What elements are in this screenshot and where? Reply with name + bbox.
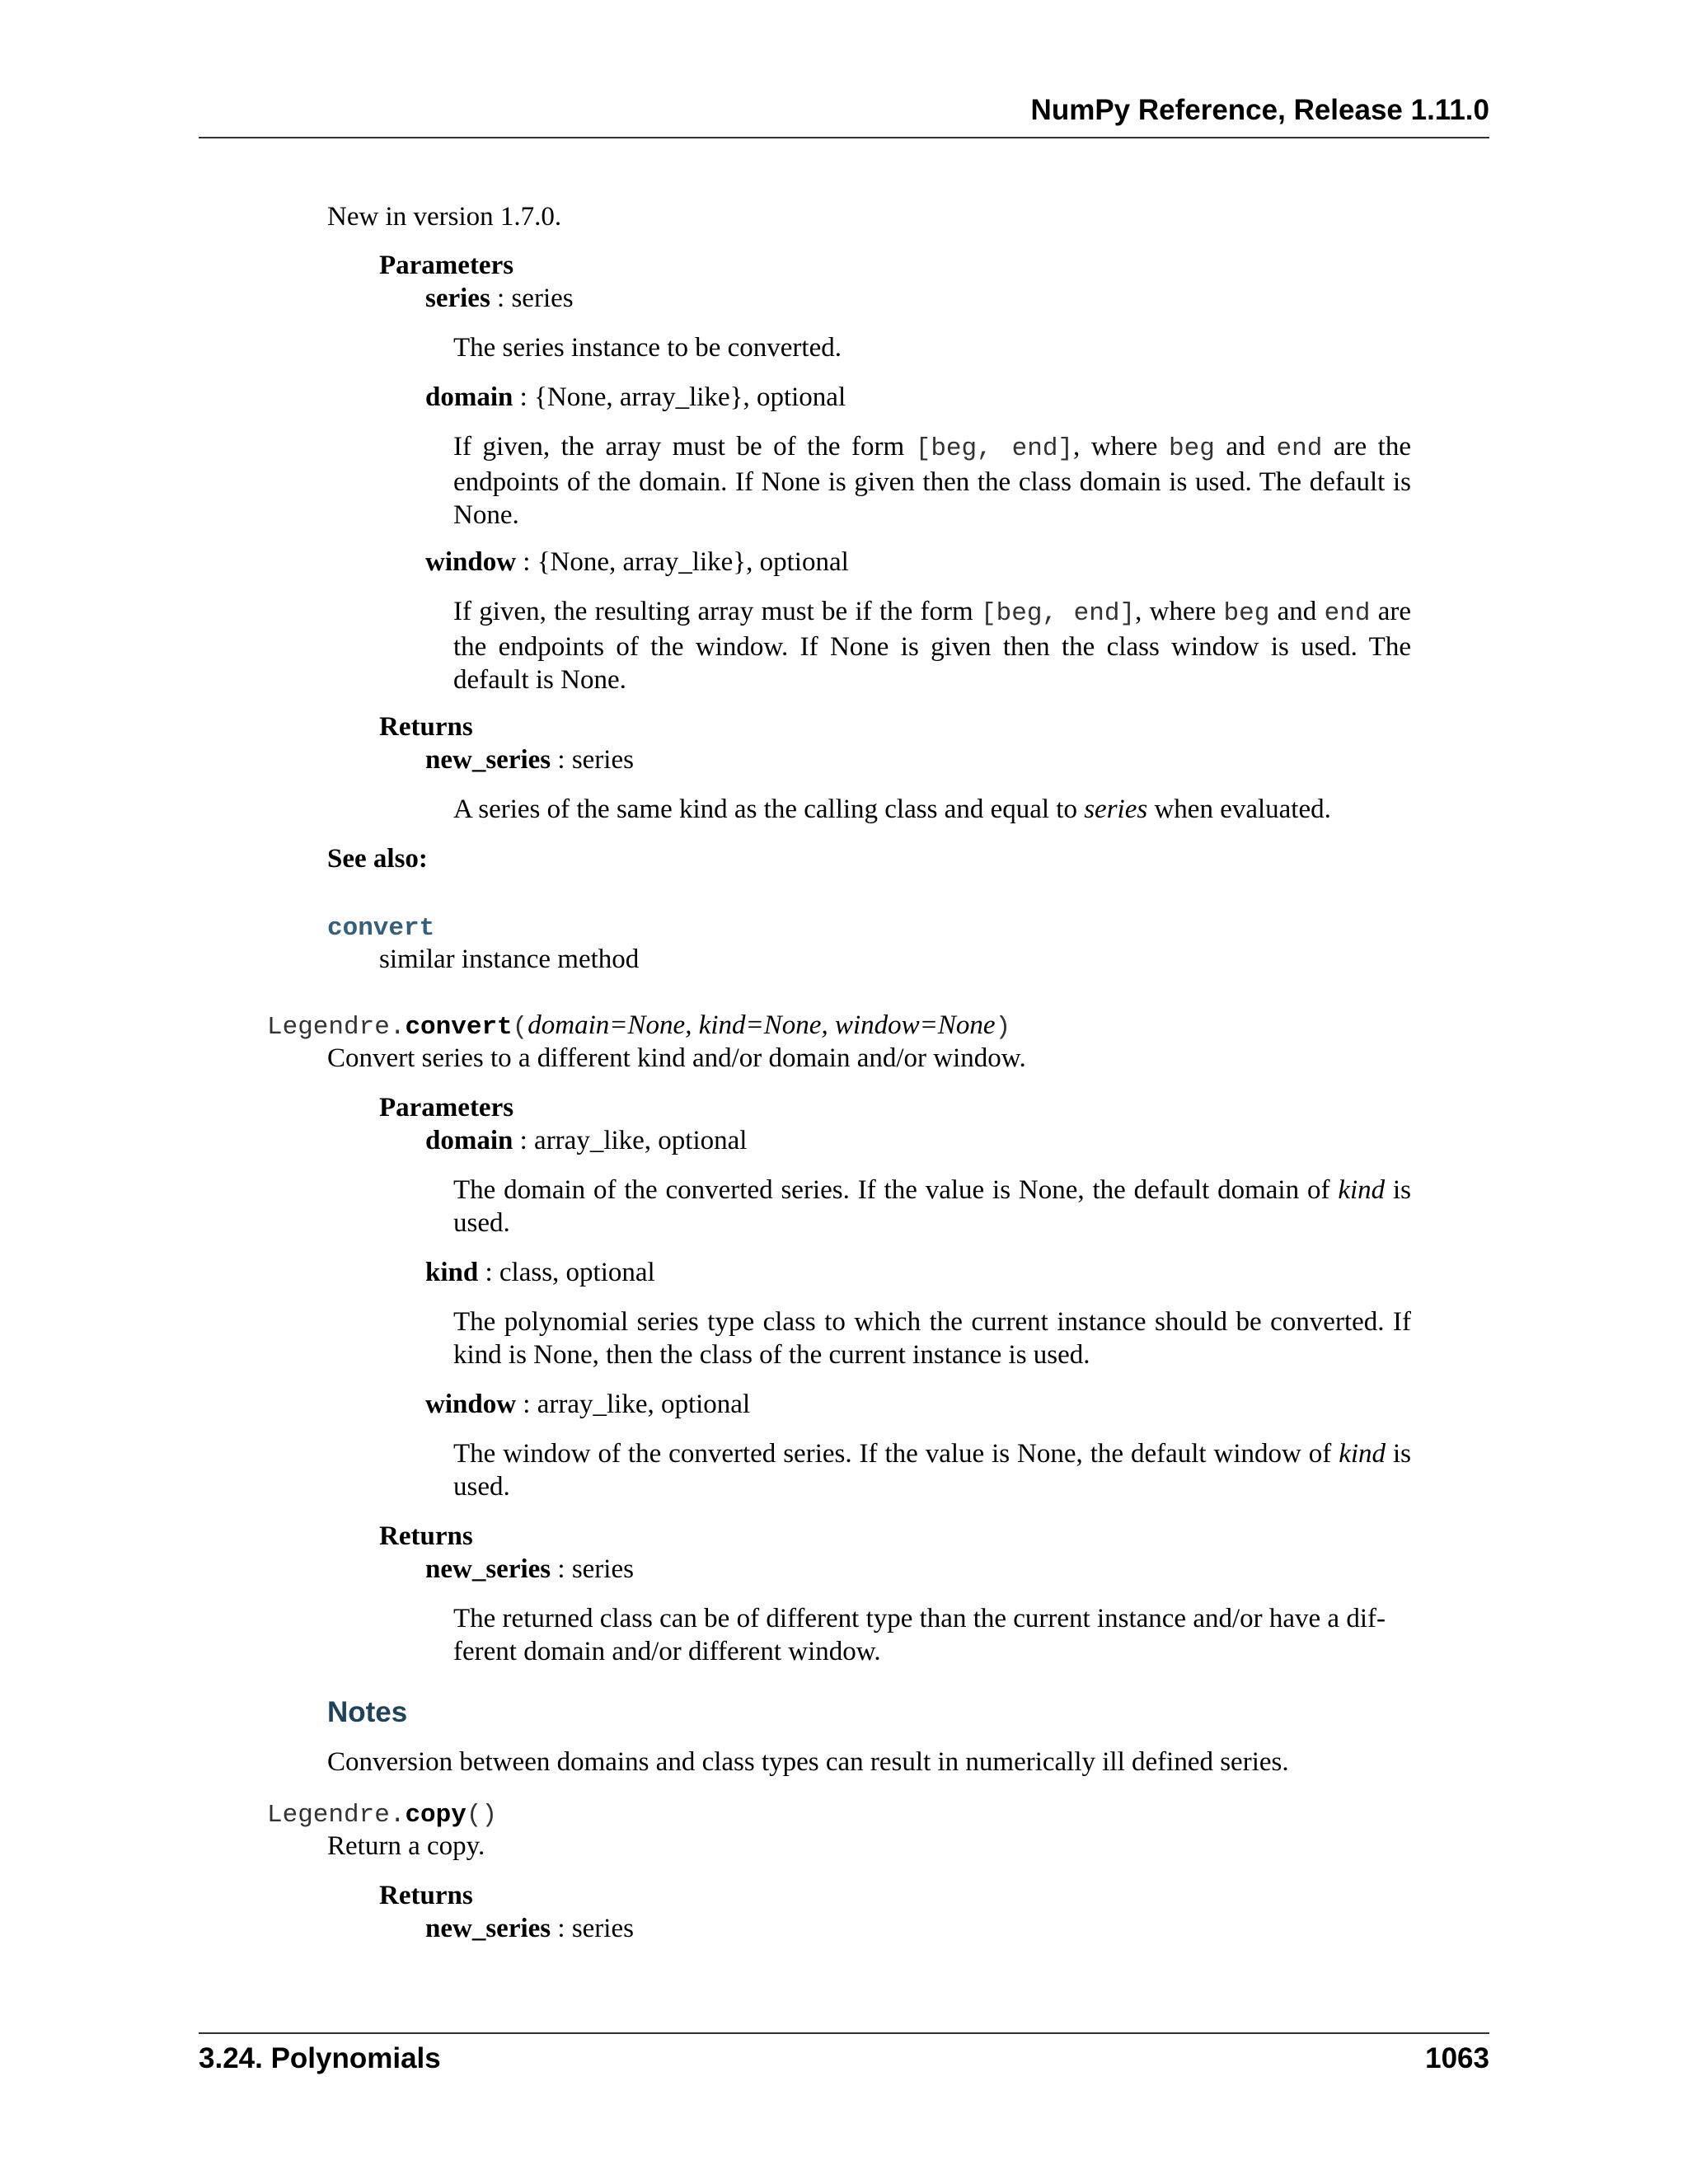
convert-param-domain: domain : array_like, optional [425,1126,748,1155]
convert-param-kind: kind : class, optional [425,1258,655,1287]
see-also-desc: similar instance method [379,944,640,974]
return-desc: A series of the same kind as the calling class and equal to series when evaluated. [453,794,1331,824]
convert-param-kind-desc: The polynomial series type class to which the current instance should be converted. If kind is None, then the class of the current instance is used. [453,1307,1411,1370]
convert-returns-label: Returns [379,1521,473,1551]
notes-text: Conversion between domains and class types can result in numerically ill defined series. [327,1747,1289,1777]
copy-return-new-series: new_series : series [425,1914,634,1943]
param-window: window : {None, array_like}, optional [425,547,849,577]
see-also-link-convert[interactable]: convert [327,914,435,943]
param-series-desc: The series instance to be converted. [453,333,842,363]
convert-return-desc-line2: ferent domain and/or different window. [453,1637,881,1666]
footer-section: 3.24. Polynomials [199,2042,441,2074]
copy-summary: Return a copy. [327,1831,485,1861]
parameters-label: Parameters [379,251,514,280]
page-footer [199,2032,1489,2077]
convert-param-window: window : array_like, optional [425,1390,751,1419]
convert-signature: Legendre.convert(domain=None, kind=None, window=None) [267,1010,1011,1042]
param-window-desc: If given, the resulting array must be if the form [beg, end], where beg and end are the endpoints of the window. If None is given then the class window is used. The default is None. [453,597,1411,695]
copy-signature: Legendre.copy() [267,1801,498,1830]
notes-heading: Notes [327,1696,408,1728]
return-new-series: new_series : series [425,745,634,775]
param-domain-desc: If given, the array must be of the form [beg, end], where beg and end are the endpoints of the domain. If None is given then the class domain is used. The default is None. [453,432,1411,530]
param-domain: domain : {None, array_like}, optional [425,382,846,412]
see-also-label: See also: [327,844,428,874]
convert-return-new-series: new_series : series [425,1554,634,1584]
version-note: New in version 1.7.0. [327,202,562,232]
param-series: series : series [425,284,574,313]
convert-return-desc-line1: The returned class can be of different type than the current instance and/or have a dif- [453,1604,1386,1633]
convert-param-window-desc: The window of the converted series. If the value is None, the default window of kind is used. [453,1439,1411,1502]
convert-param-domain-desc: The domain of the converted series. If the value is None, the default domain of kind is used. [453,1175,1412,1238]
convert-parameters-label: Parameters [379,1093,514,1122]
footer-page-number: 1063 [1425,2042,1489,2074]
convert-summary: Convert series to a different kind and/or domain and/or window. [327,1043,1026,1073]
returns-label: Returns [379,712,473,742]
copy-returns-label: Returns [379,1881,473,1910]
page-header [199,92,1489,138]
header-title: NumPy Reference, Release 1.11.0 [1030,94,1489,126]
